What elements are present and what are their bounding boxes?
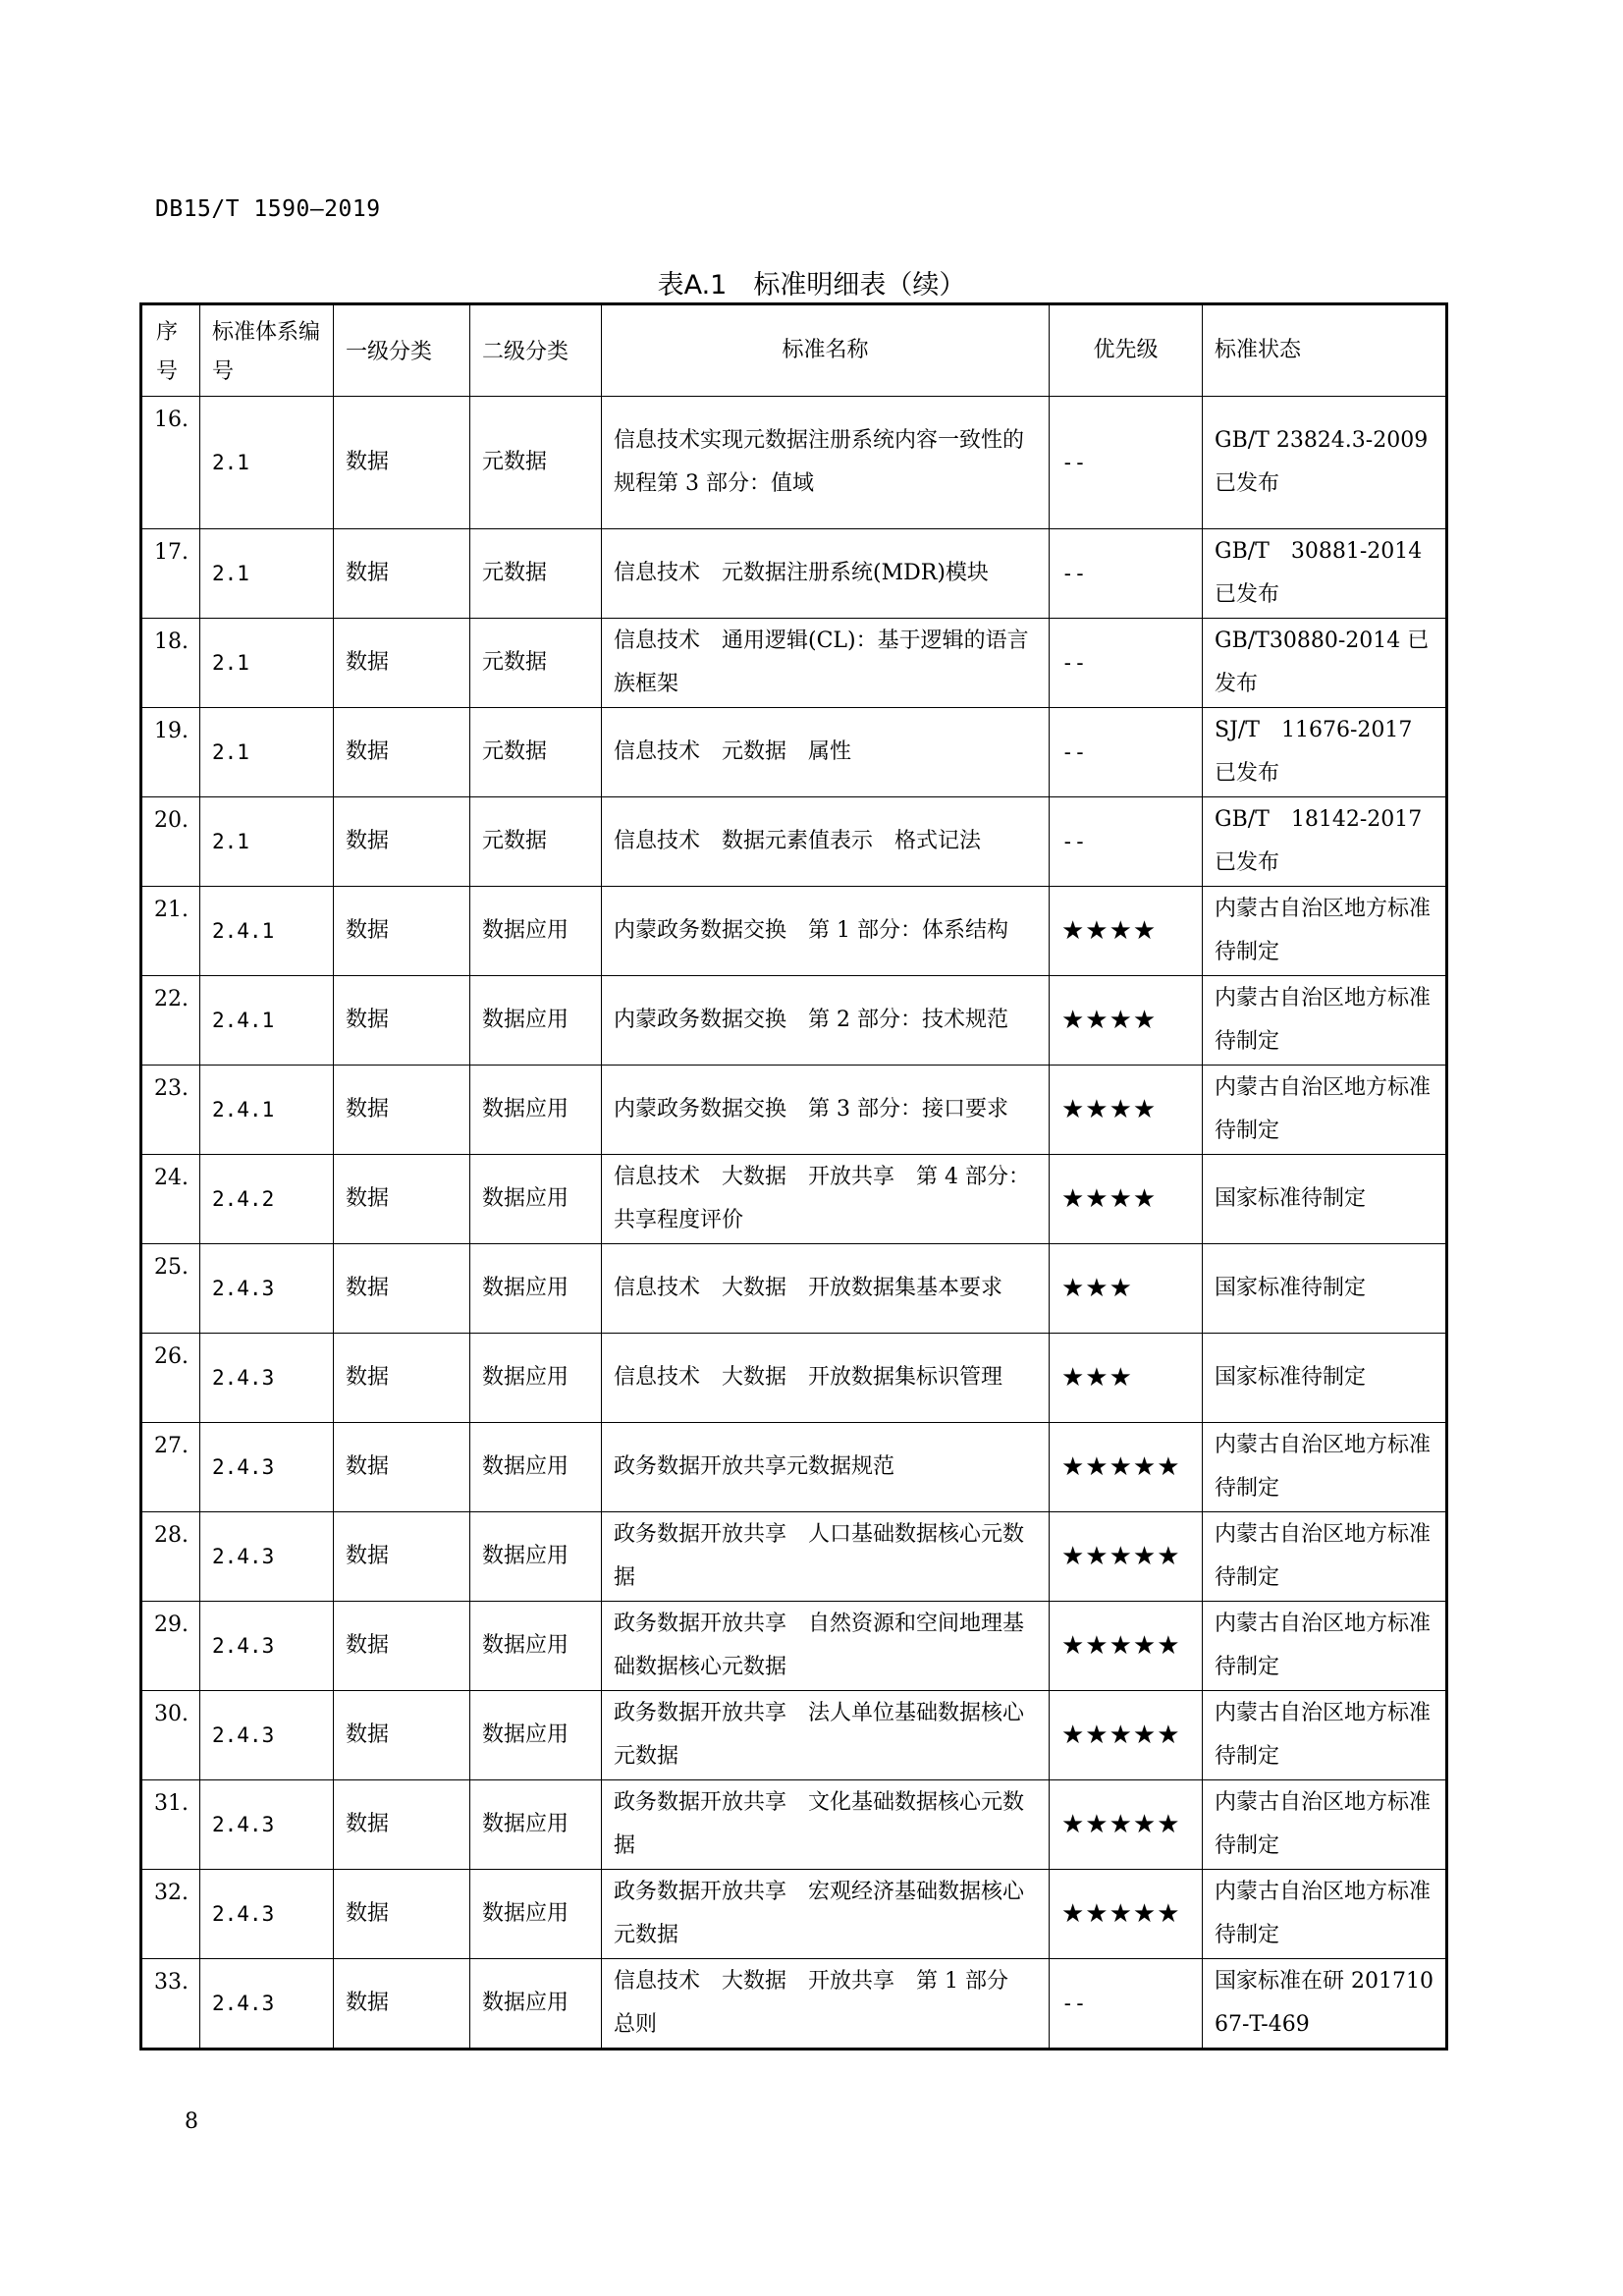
row-name: 内蒙政务数据交换 第 1 部分：体系结构 [602,887,1050,976]
row-priority: -- [1050,619,1203,708]
table-row [141,529,1447,619]
row-name: 信息技术 通用逻辑(CL)：基于逻辑的语言族框架 [602,619,1050,708]
row-level1: 数据 [334,619,470,708]
row-level2: 元数据 [470,797,602,887]
row-system-code: 2.4.3 [200,1244,334,1334]
table-row [141,1512,1447,1602]
row-name: 信息技术 大数据 开放共享 第 4 部分：共享程度评价 [602,1155,1050,1244]
row-priority: ★★★★ [1050,887,1203,976]
table-row [141,1423,1447,1512]
header-status: 标准状态 [1203,304,1447,397]
header-level2: 二级分类 [470,304,602,397]
row-seq: 16. [141,397,200,529]
row-priority: ★★★★ [1050,1066,1203,1155]
row-name: 政务数据开放共享 宏观经济基础数据核心元数据 [602,1870,1050,1959]
row-system-code: 2.4.1 [200,1066,334,1155]
row-seq: 25. [141,1244,200,1334]
table-row [141,619,1447,708]
row-status: 内蒙古自治区地方标准待制定 [1203,887,1447,976]
table-row [141,1334,1447,1423]
table-row [141,1066,1447,1155]
header-level1: 一级分类 [334,304,470,397]
row-level2: 数据应用 [470,1959,602,2050]
row-name: 信息技术 元数据 属性 [602,708,1050,797]
row-name: 政务数据开放共享 人口基础数据核心元数据 [602,1512,1050,1602]
table-row [141,1870,1447,1959]
row-status: 内蒙古自治区地方标准待制定 [1203,1066,1447,1155]
row-status: GB/T30880-2014 已发布 [1203,619,1447,708]
row-seq: 24. [141,1155,200,1244]
row-level1: 数据 [334,708,470,797]
row-status: GB/T 18142-2017 已发布 [1203,797,1447,887]
row-seq: 22. [141,976,200,1066]
row-level2: 数据应用 [470,1691,602,1780]
row-seq: 19. [141,708,200,797]
table-row [141,797,1447,887]
row-level1: 数据 [334,797,470,887]
row-system-code: 2.4.3 [200,1602,334,1691]
table-row [141,1244,1447,1334]
row-system-code: 2.4.1 [200,976,334,1066]
row-level2: 数据应用 [470,887,602,976]
row-name: 信息技术 大数据 开放数据集基本要求 [602,1244,1050,1334]
row-status: SJ/T 11676-2017 已发布 [1203,708,1447,797]
row-priority: -- [1050,529,1203,619]
row-system-code: 2.4.3 [200,1512,334,1602]
row-status: 内蒙古自治区地方标准待制定 [1203,1780,1447,1870]
row-level2: 数据应用 [470,1155,602,1244]
table-row [141,887,1447,976]
table-caption: 表A.1 标准明细表（续） [657,270,966,301]
row-name: 政务数据开放共享 法人单位基础数据核心元数据 [602,1691,1050,1780]
row-system-code: 2.1 [200,797,334,887]
row-status: GB/T 30881-2014 已发布 [1203,529,1447,619]
row-priority: -- [1050,1959,1203,2050]
row-status: 国家标准待制定 [1203,1334,1447,1423]
row-seq: 17. [141,529,200,619]
row-level1: 数据 [334,1959,470,2050]
row-name: 政务数据开放共享 自然资源和空间地理基础数据核心元数据 [602,1602,1050,1691]
row-status: 内蒙古自治区地方标准待制定 [1203,1691,1447,1780]
row-level2: 数据应用 [470,1244,602,1334]
row-level2: 数据应用 [470,1423,602,1512]
row-name: 内蒙政务数据交换 第 2 部分：技术规范 [602,976,1050,1066]
row-system-code: 2.4.1 [200,887,334,976]
row-status: 国家标准待制定 [1203,1155,1447,1244]
row-level2: 元数据 [470,529,602,619]
row-name: 信息技术 数据元素值表示 格式记法 [602,797,1050,887]
row-level1: 数据 [334,1423,470,1512]
row-system-code: 2.1 [200,397,334,529]
row-level1: 数据 [334,976,470,1066]
row-priority: ★★★★★ [1050,1602,1203,1691]
row-priority: ★★★★ [1050,1155,1203,1244]
row-status: 内蒙古自治区地方标准待制定 [1203,1602,1447,1691]
table-row [141,976,1447,1066]
table-row [141,1780,1447,1870]
row-seq: 29. [141,1602,200,1691]
row-priority: ★★★★★ [1050,1691,1203,1780]
row-status: 内蒙古自治区地方标准待制定 [1203,1870,1447,1959]
row-seq: 27. [141,1423,200,1512]
document-code: DB15/T 1590—2019 [155,196,381,222]
row-name: 内蒙政务数据交换 第 3 部分：接口要求 [602,1066,1050,1155]
table-row [141,1155,1447,1244]
row-name: 信息技术 大数据 开放数据集标识管理 [602,1334,1050,1423]
row-seq: 18. [141,619,200,708]
row-seq: 32. [141,1870,200,1959]
row-system-code: 2.1 [200,529,334,619]
row-status: 国家标准待制定 [1203,1244,1447,1334]
row-priority: -- [1050,397,1203,529]
row-seq: 21. [141,887,200,976]
row-seq: 33. [141,1959,200,2050]
row-level2: 元数据 [470,708,602,797]
table-row [141,397,1447,529]
row-status: GB/T 23824.3-2009 已发布 [1203,397,1447,529]
header-name: 标准名称 [602,304,1050,397]
row-level1: 数据 [334,397,470,529]
table-row [141,1691,1447,1780]
row-level2: 数据应用 [470,1602,602,1691]
row-seq: 31. [141,1780,200,1870]
row-priority: ★★★★★ [1050,1512,1203,1602]
row-level1: 数据 [334,1155,470,1244]
row-level1: 数据 [334,1066,470,1155]
row-status: 内蒙古自治区地方标准待制定 [1203,1423,1447,1512]
row-seq: 26. [141,1334,200,1423]
row-priority: -- [1050,708,1203,797]
row-name: 信息技术 大数据 开放共享 第 1 部分 总则 [602,1959,1050,2050]
row-priority: ★★★ [1050,1244,1203,1334]
row-name: 政务数据开放共享 文化基础数据核心元数据 [602,1780,1050,1870]
row-level1: 数据 [334,1602,470,1691]
row-level1: 数据 [334,1870,470,1959]
row-system-code: 2.4.2 [200,1155,334,1244]
row-status: 内蒙古自治区地方标准待制定 [1203,1512,1447,1602]
row-name: 政务数据开放共享元数据规范 [602,1423,1050,1512]
row-system-code: 2.4.3 [200,1780,334,1870]
row-level1: 数据 [334,887,470,976]
row-seq: 28. [141,1512,200,1602]
row-level1: 数据 [334,529,470,619]
row-name: 信息技术 元数据注册系统(MDR)模块 [602,529,1050,619]
row-status: 内蒙古自治区地方标准待制定 [1203,976,1447,1066]
row-seq: 30. [141,1691,200,1780]
row-level2: 数据应用 [470,1870,602,1959]
row-status: 国家标准在研 20171067-T-469 [1203,1959,1447,2050]
row-level2: 数据应用 [470,1780,602,1870]
row-seq: 23. [141,1066,200,1155]
row-level2: 数据应用 [470,1066,602,1155]
standards-table [139,302,1448,2050]
row-level2: 元数据 [470,619,602,708]
row-level2: 数据应用 [470,1512,602,1602]
row-system-code: 2.4.3 [200,1959,334,2050]
row-system-code: 2.4.3 [200,1334,334,1423]
row-level2: 数据应用 [470,976,602,1066]
row-priority: ★★★★★ [1050,1780,1203,1870]
row-priority: -- [1050,797,1203,887]
row-level1: 数据 [334,1780,470,1870]
row-system-code: 2.1 [200,619,334,708]
row-level2: 数据应用 [470,1334,602,1423]
table-row [141,1602,1447,1691]
row-level1: 数据 [334,1691,470,1780]
row-system-code: 2.4.3 [200,1691,334,1780]
row-name: 信息技术实现元数据注册系统内容一致性的规程第 3 部分：值域 [602,397,1050,529]
table-row [141,708,1447,797]
table-row [141,1959,1447,2050]
header-priority: 优先级 [1050,304,1203,397]
page-number: 8 [185,2109,198,2134]
row-system-code: 2.4.3 [200,1423,334,1512]
table-header-row [141,304,1447,397]
header-seq: 序号 [141,304,200,397]
row-priority: ★★★★ [1050,976,1203,1066]
row-system-code: 2.4.3 [200,1870,334,1959]
row-level1: 数据 [334,1512,470,1602]
header-system-code: 标准体系编号 [200,304,334,397]
row-level1: 数据 [334,1334,470,1423]
row-priority: ★★★ [1050,1334,1203,1423]
row-level2: 元数据 [470,397,602,529]
row-system-code: 2.1 [200,708,334,797]
row-level1: 数据 [334,1244,470,1334]
row-priority: ★★★★★ [1050,1423,1203,1512]
row-priority: ★★★★★ [1050,1870,1203,1959]
row-seq: 20. [141,797,200,887]
